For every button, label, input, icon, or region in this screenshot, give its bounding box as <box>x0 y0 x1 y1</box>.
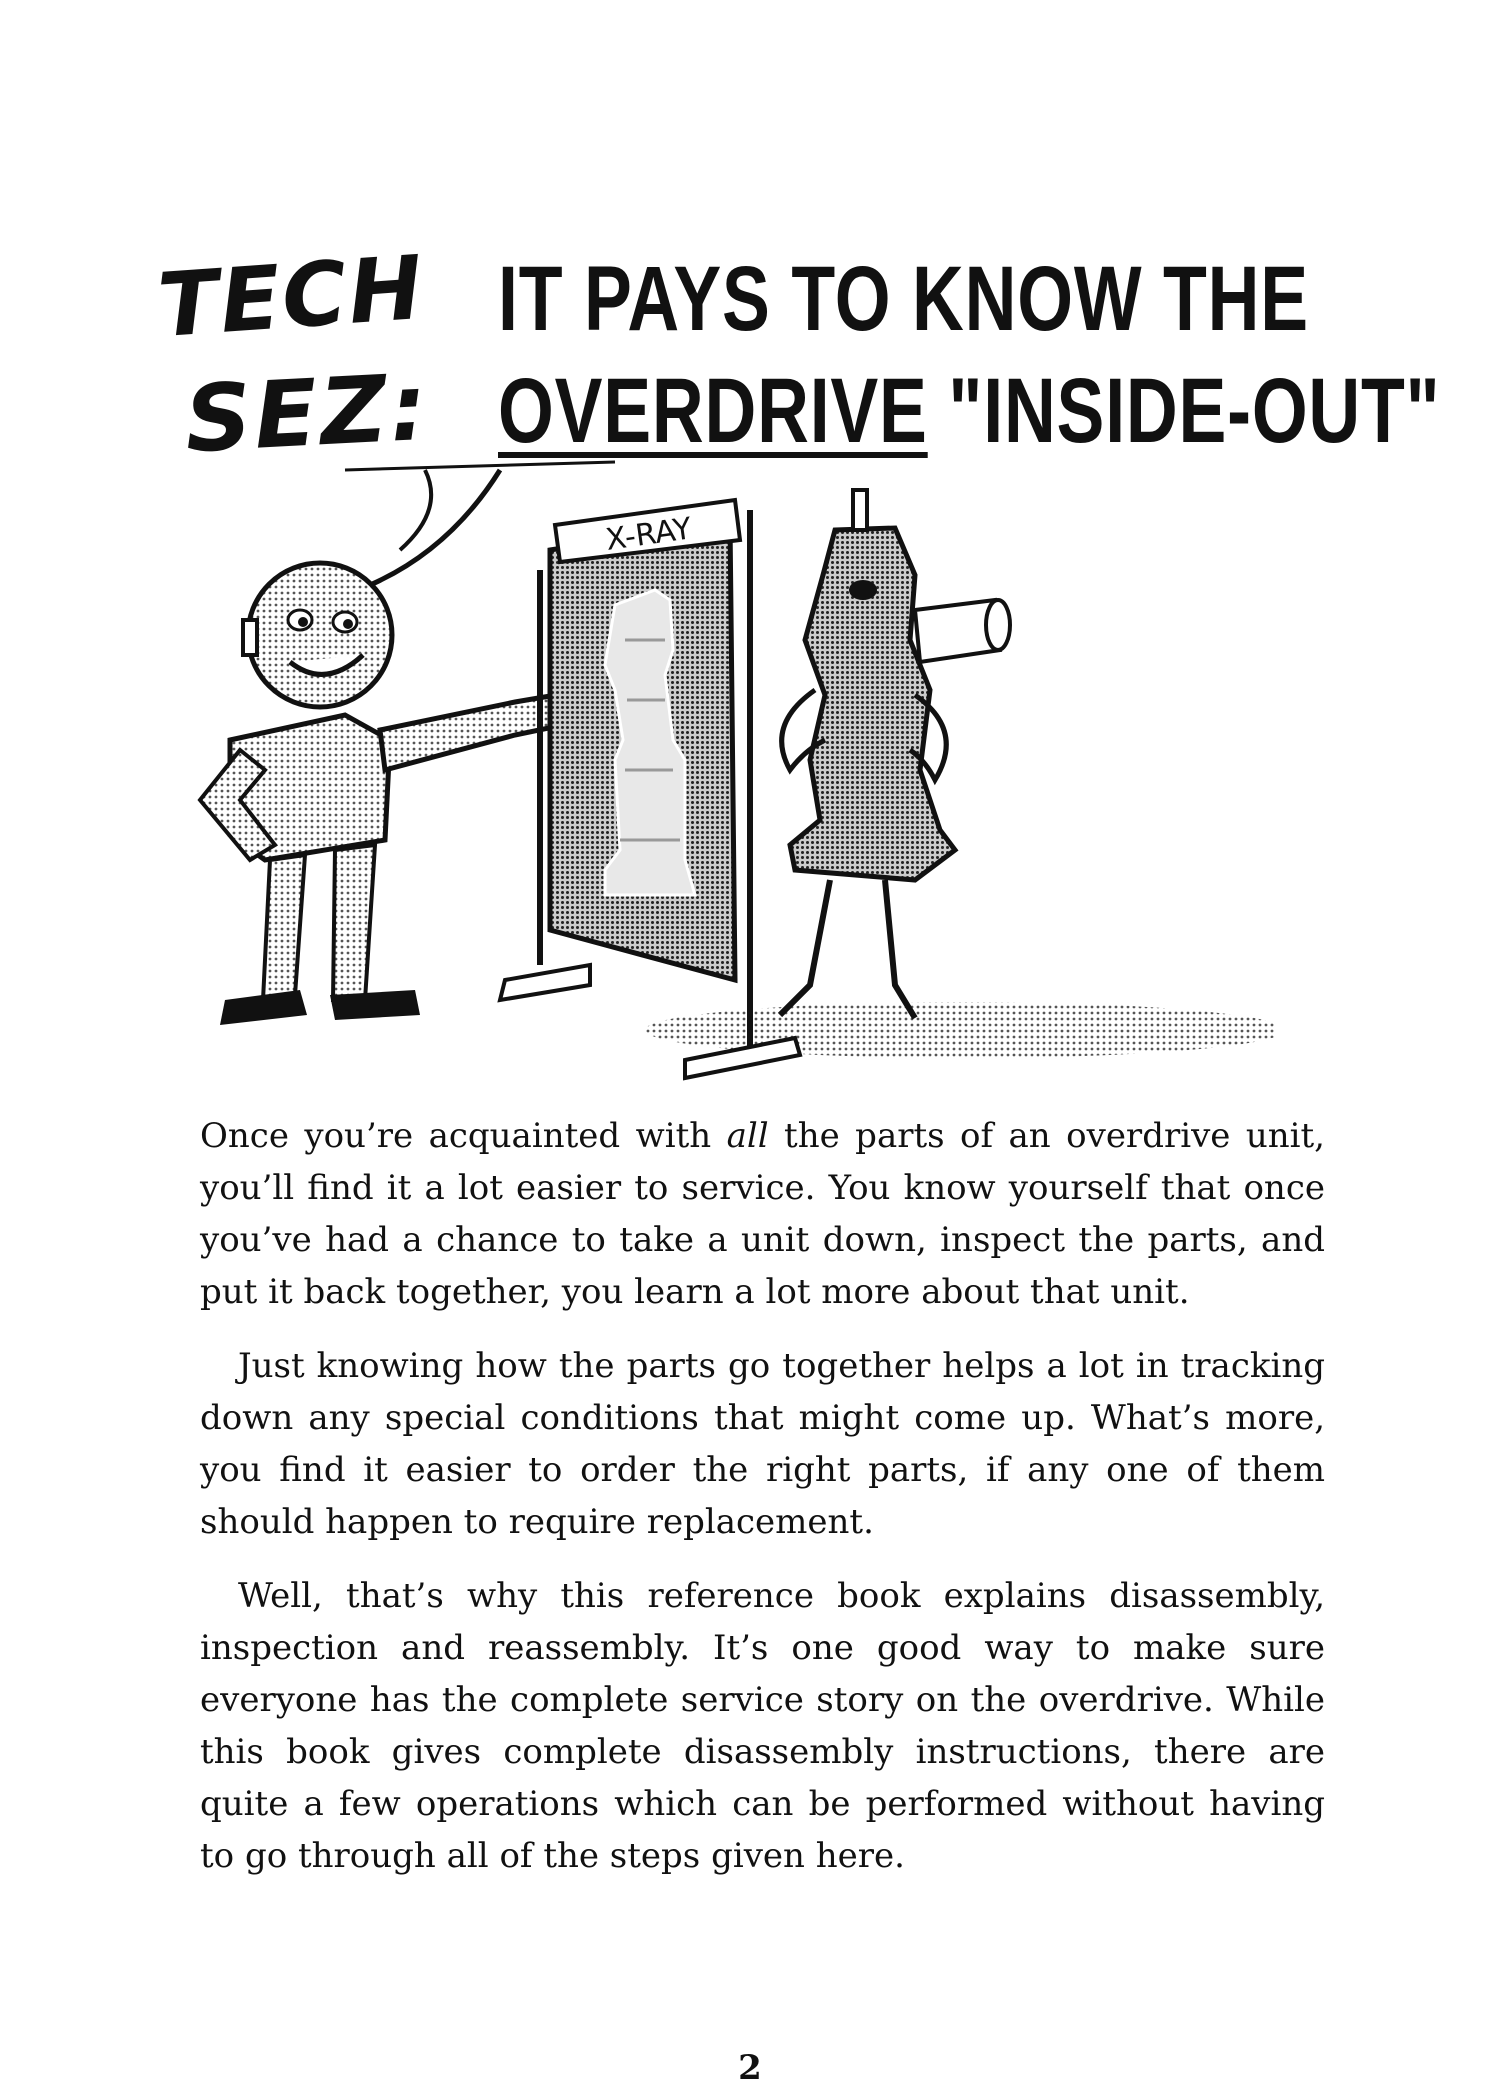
tech-ear <box>243 620 257 655</box>
xray-sign-text: X-RAY <box>603 511 694 558</box>
paragraph-3: Well, that’s why this reference book explains disassembly, inspection and reassembly. It’s one good way to make sure everyone has the complete service story on the overdrive. While this book gives complete disassembly instructions, there are quite a few operations which can be performed without having to go through all of the steps given here. <box>200 1576 1325 1876</box>
overdrive-leg-right <box>885 880 915 1018</box>
tech-leg-right <box>333 845 375 1000</box>
overdrive-eye <box>849 580 877 600</box>
overdrive-top-stem <box>853 490 867 530</box>
tech-head <box>248 563 392 707</box>
paragraph-2: Just knowing how the parts go together helps a lot in tracking down any special conditions that might come up. What’s more, you find it easier to order the right parts, if any one of them should happen to require replacement. <box>200 1346 1325 1542</box>
italic-emphasis: all <box>726 1116 769 1156</box>
page-headline <box>498 245 1441 465</box>
overdrive-unit-character <box>780 490 1010 1018</box>
headline-underlined-word: OVERDRIVE <box>498 360 928 462</box>
page-number: 2 <box>738 2048 762 2088</box>
overdrive-unit-body <box>790 528 955 880</box>
tech-shoe-right <box>330 990 420 1020</box>
tech-word: TECH <box>154 235 428 358</box>
headline-line-1: IT PAYS TO KNOW THE <box>498 248 1309 350</box>
tech-shoe-left <box>220 990 307 1025</box>
xray-screen <box>500 500 800 1078</box>
headline-line-2-rest: "INSIDE-OUT" <box>927 360 1441 462</box>
cartoon-illustration <box>195 440 1275 1120</box>
xray-foot-left <box>500 965 590 1000</box>
overdrive-leg-left <box>780 880 830 1015</box>
body-text <box>200 1110 1325 1904</box>
sez-word: SEZ: <box>182 353 433 474</box>
tech-leg-left <box>263 855 305 1000</box>
paragraph-1: Once you’re acquainted with all the parts of an overdrive unit, you’ll find it a lot easier to service. You know yourself that once you’ve had a chance to take a unit down, inspect the parts, and put it back together, you learn a lot more about that unit. <box>200 1116 1325 1312</box>
